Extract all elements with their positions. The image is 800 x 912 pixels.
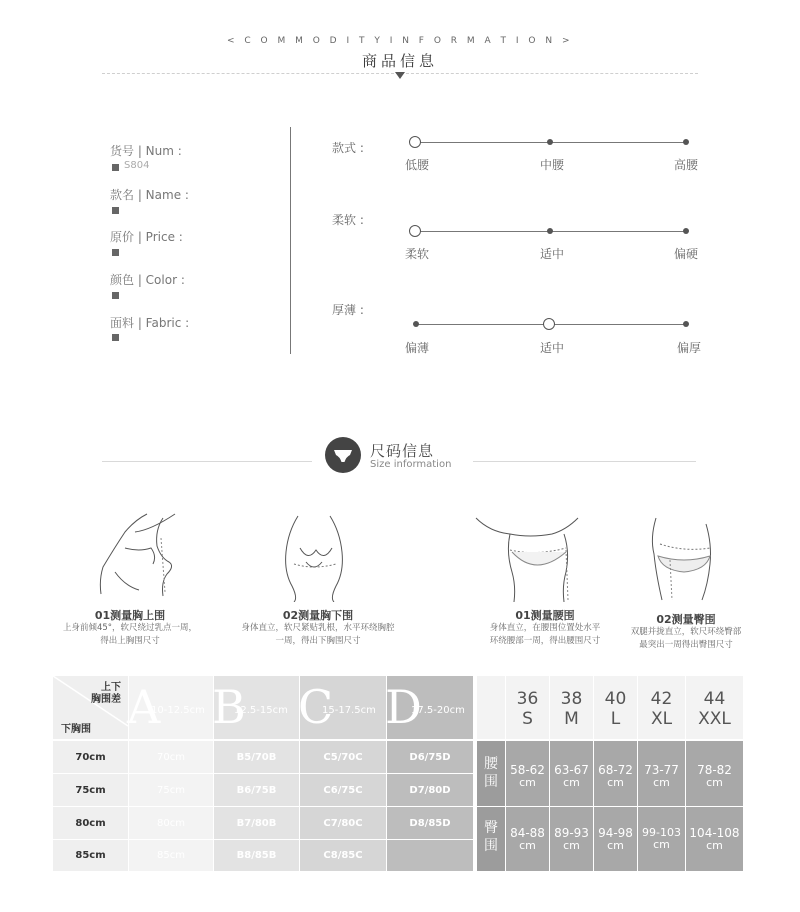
table-cell: 80cm xyxy=(129,807,213,839)
thickness-option-thick: 偏厚 xyxy=(677,341,702,355)
size-num: 36 xyxy=(516,689,539,709)
style-option-high: 高腰 xyxy=(674,158,699,172)
cup-a-range: 10-12.5cm xyxy=(151,705,205,716)
measure-waist-desc-2: 环绕腰部一周，得出腰围尺寸 xyxy=(489,636,601,646)
size-letter: XL xyxy=(650,709,673,729)
num-value: S804 xyxy=(124,160,150,171)
waist-cell xyxy=(550,741,593,806)
softness-attr-label: 柔软 : xyxy=(332,213,364,227)
table-cell: B5/70B xyxy=(214,741,299,773)
row-label-80: 80cm xyxy=(53,807,128,839)
hip-range: 94-98 xyxy=(598,826,633,840)
table-cell: C6/75C xyxy=(300,774,386,806)
size-head-36 xyxy=(506,676,549,739)
cup-b-letter: B xyxy=(212,680,246,734)
thickness-option-mid: 适中 xyxy=(540,341,565,355)
size-num: 44 xyxy=(703,689,726,709)
table-cell: 75cm xyxy=(129,774,213,806)
table-cell: 85cm xyxy=(129,840,213,871)
hip-row-label xyxy=(477,807,505,871)
thickness-slider-dot xyxy=(683,321,689,327)
size-title-line-left xyxy=(102,461,312,462)
commodity-info-en-title: < C O M M O D I T Y I N F O R M A T I O N > xyxy=(226,36,573,46)
waist-label-char: 围 xyxy=(484,774,498,790)
underwear-icon xyxy=(325,437,361,473)
hip-measure-illustration xyxy=(640,514,725,604)
size-table-corner xyxy=(477,676,505,739)
arrow-tag-icon xyxy=(112,207,119,214)
num-label: 货号 | Num : xyxy=(110,144,182,158)
size-letter: L xyxy=(610,709,621,729)
price-label: 原价 | Price : xyxy=(110,230,183,244)
thickness-option-thin: 偏薄 xyxy=(405,341,430,355)
unit-label: cm xyxy=(563,776,580,789)
unit-label: cm xyxy=(706,776,723,789)
cup-b-header xyxy=(214,676,299,739)
row-label-85: 85cm xyxy=(53,840,128,871)
thickness-slider-selected-marker xyxy=(543,318,555,330)
measure-under-bust-title: 02测量胸下围 xyxy=(282,609,354,622)
softness-option-soft: 柔软 xyxy=(405,247,430,261)
hip-cell xyxy=(638,807,685,871)
unit-label: cm xyxy=(607,839,624,852)
size-letter: XXL xyxy=(698,709,731,729)
waist-range: 58-62 xyxy=(510,763,545,777)
hip-cell xyxy=(594,807,637,871)
hip-cell xyxy=(686,807,743,871)
measure-waist-title: 01测量腰围 xyxy=(515,609,575,622)
table-cell: B6/75B xyxy=(214,774,299,806)
table-cell: C5/70C xyxy=(300,741,386,773)
table-cell: C7/80C xyxy=(300,807,386,839)
hip-label-char: 围 xyxy=(484,838,498,854)
waist-range: 63-67 xyxy=(554,763,589,777)
header-triangle-icon xyxy=(395,72,405,79)
cup-a-letter: A xyxy=(127,680,161,734)
info-divider xyxy=(290,127,291,354)
cup-c-header xyxy=(300,676,386,739)
softness-option-mid: 适中 xyxy=(540,247,565,261)
measure-hip-desc-2: 最突出一周得出臀围尺寸 xyxy=(639,640,733,650)
waist-range: 73-77 xyxy=(644,763,679,777)
hip-range: 89-93 xyxy=(554,826,589,840)
style-slider-dot xyxy=(683,139,689,145)
table-cell xyxy=(387,840,473,871)
waist-cell xyxy=(686,741,743,806)
arrow-tag-icon xyxy=(112,249,119,256)
corner-underbust-label: 下胸围 xyxy=(61,724,91,735)
measure-hip-desc: 双腿并拢直立，软尺环绕臀部 xyxy=(630,627,742,637)
thickness-slider-dot xyxy=(413,321,419,327)
size-title-line-right xyxy=(473,461,696,462)
size-head-42 xyxy=(638,676,685,739)
arrow-tag-icon xyxy=(112,334,119,341)
table-cell: B8/85B xyxy=(214,840,299,871)
color-label: 颜色 | Color : xyxy=(110,273,185,287)
softness-slider-selected-marker xyxy=(409,225,421,237)
name-label: 款名 | Name : xyxy=(110,188,189,202)
waist-cell xyxy=(638,741,685,806)
hip-cell xyxy=(550,807,593,871)
unit-label: cm xyxy=(519,776,536,789)
style-attr-label: 款式 : xyxy=(332,141,364,155)
cup-d-range: 17.5-20cm xyxy=(411,705,465,716)
style-slider-dot xyxy=(547,139,553,145)
cup-c-range: 15-17.5cm xyxy=(322,705,376,716)
cup-d-letter: D xyxy=(385,680,422,734)
measure-waist-desc: 身体直立，在腰围位置处水平 xyxy=(489,623,601,633)
thickness-attr-label: 厚薄 : xyxy=(332,303,364,317)
size-head-44 xyxy=(686,676,743,739)
table-cell: D8/85D xyxy=(387,807,473,839)
waist-measure-illustration xyxy=(470,512,585,602)
bra-table-corner xyxy=(53,676,128,739)
row-label-70: 70cm xyxy=(53,741,128,773)
table-cell: B7/80B xyxy=(214,807,299,839)
measure-upper-bust-desc: 上身前倾45°，软尺绕过乳点一周， xyxy=(62,623,198,633)
unit-label: cm xyxy=(653,776,670,789)
hip-label-char: 臀 xyxy=(484,820,498,836)
size-head-40 xyxy=(594,676,637,739)
size-head-38 xyxy=(550,676,593,739)
waist-cell xyxy=(594,741,637,806)
size-num: 40 xyxy=(604,689,627,709)
cup-b-range: 12.5-15cm xyxy=(234,705,288,716)
hip-range: 84-88 xyxy=(510,826,545,840)
corner-top-label: 上下 xyxy=(101,682,121,693)
hip-range: 99-103 xyxy=(642,826,681,839)
under-bust-measure-illustration xyxy=(270,512,360,602)
size-letter: M xyxy=(564,709,579,729)
waist-label-char: 腰 xyxy=(484,756,498,772)
size-info-cn-title: 尺码信息 xyxy=(370,442,435,460)
table-cell: 70cm xyxy=(129,741,213,773)
style-slider-selected-marker xyxy=(409,136,421,148)
unit-label: cm xyxy=(519,839,536,852)
size-num: 42 xyxy=(650,689,673,709)
row-label-75: 75cm xyxy=(53,774,128,806)
measure-under-bust-desc-2: 一周，得出下胸围尺寸 xyxy=(275,636,361,646)
waist-row-label xyxy=(477,741,505,806)
unit-label: cm xyxy=(706,839,723,852)
unit-label: cm xyxy=(563,839,580,852)
measure-hip-title: 02测量臀围 xyxy=(656,613,716,626)
size-info-en-title: Size information xyxy=(370,459,452,470)
arrow-tag-icon xyxy=(112,292,119,299)
size-letter: S xyxy=(522,709,533,729)
unit-label: cm xyxy=(653,838,670,851)
table-cell: D6/75D xyxy=(387,741,473,773)
upper-bust-measure-illustration xyxy=(95,512,190,602)
table-cell: D7/80D xyxy=(387,774,473,806)
waist-range: 68-72 xyxy=(598,763,633,777)
measure-upper-bust-title: 01测量胸上围 xyxy=(94,609,166,622)
unit-label: cm xyxy=(607,776,624,789)
waist-cell xyxy=(506,741,549,806)
softness-slider-dot xyxy=(683,228,689,234)
hip-cell xyxy=(506,807,549,871)
fabric-label: 面料 | Fabric : xyxy=(110,316,190,330)
size-num: 38 xyxy=(560,689,583,709)
softness-option-hard: 偏硬 xyxy=(674,247,699,261)
measure-under-bust-desc: 身体直立，软尺紧贴乳根，水平环绕胸腔 xyxy=(241,623,395,633)
hip-range: 104-108 xyxy=(689,826,740,840)
softness-slider-dot xyxy=(547,228,553,234)
waist-range: 78-82 xyxy=(697,763,732,777)
style-option-low: 低腰 xyxy=(405,158,430,172)
measure-upper-bust-desc-2: 得出上胸围尺寸 xyxy=(100,636,160,646)
corner-diff-label: 胸围差 xyxy=(91,694,121,705)
commodity-info-cn-title: 商品信息 xyxy=(361,52,438,70)
cup-c-letter: C xyxy=(298,680,334,734)
table-cell: C8/85C xyxy=(300,840,386,871)
arrow-tag-icon xyxy=(112,164,119,171)
cup-a-header xyxy=(129,676,213,739)
style-option-mid: 中腰 xyxy=(540,158,565,172)
cup-d-header xyxy=(387,676,473,739)
